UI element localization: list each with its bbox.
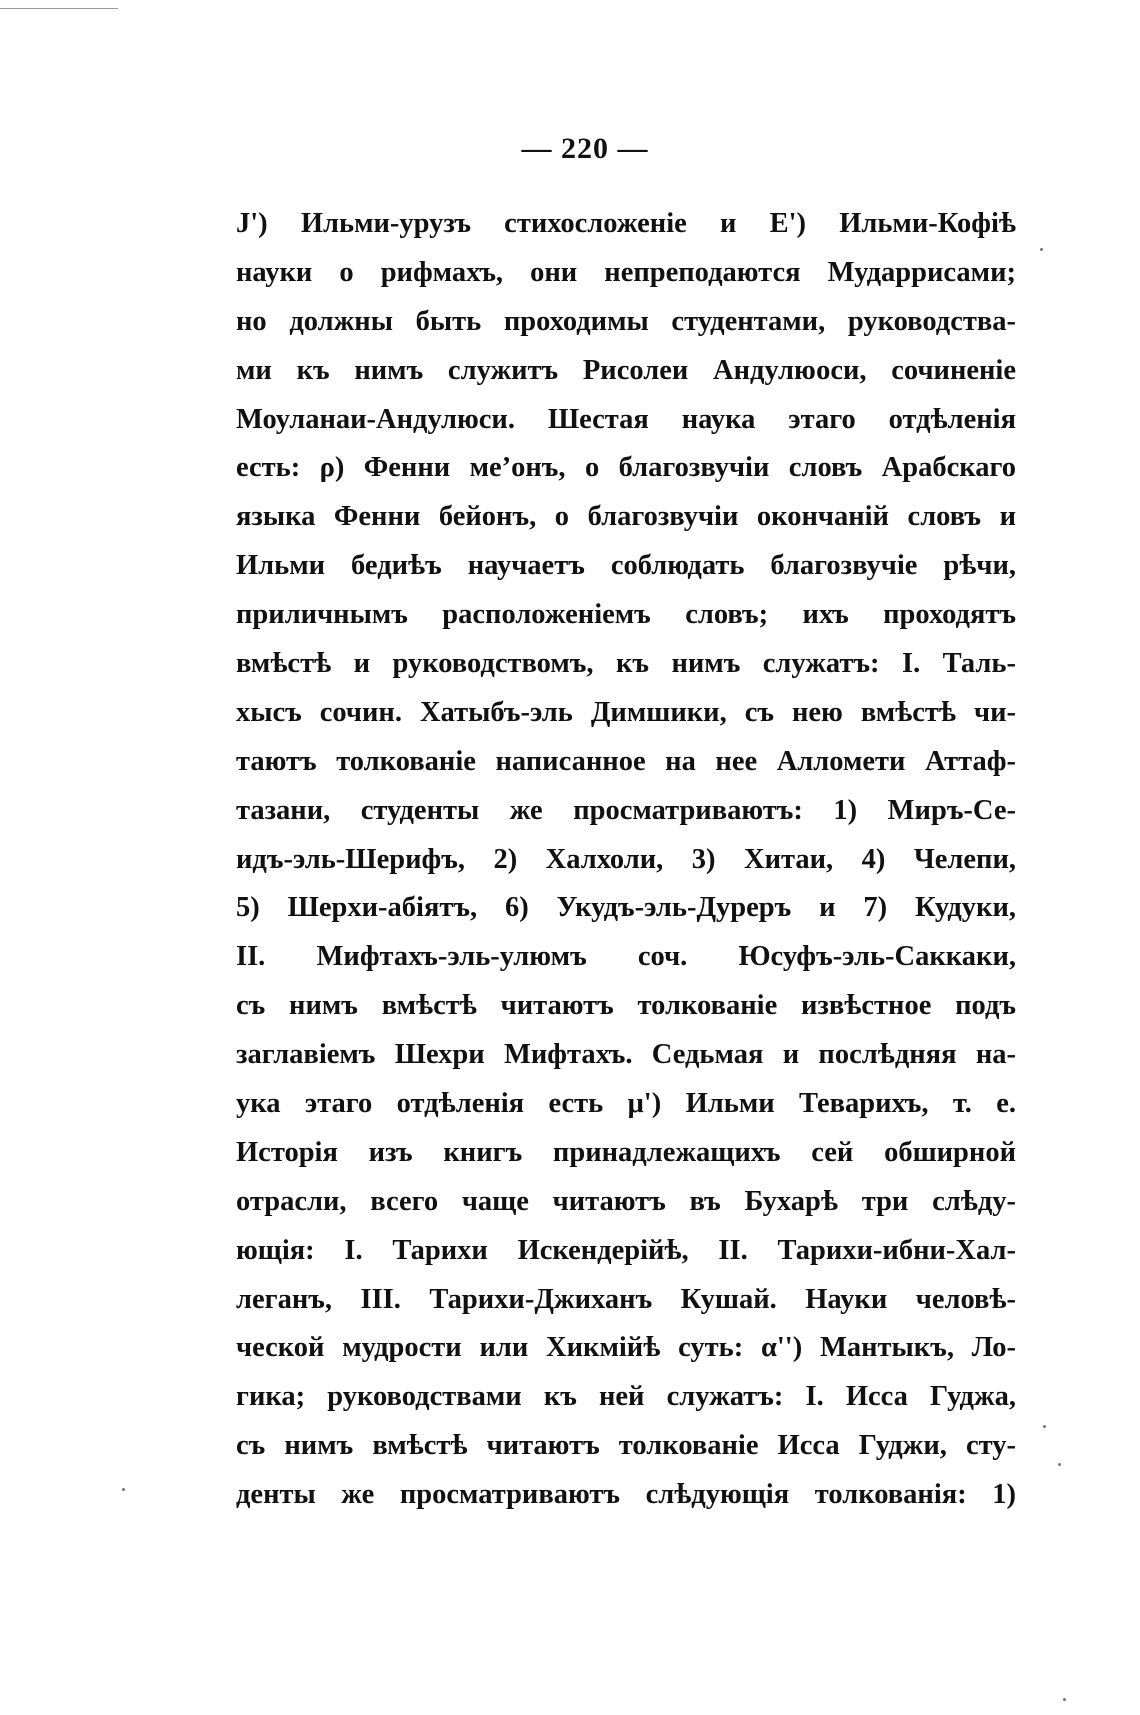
text-line: J') Ильми-урузъ стихосложеніе и Е') Ильми-Кофiѣ xyxy=(236,208,1016,239)
text-line: тазани, студенты же просматриваютъ: 1) Миръ-Се- xyxy=(236,794,1016,826)
text-line: съ нимъ вмѣстѣ читаютъ толкованіе извѣстное подъ xyxy=(236,990,1016,1022)
text-line: но должны быть проходимы студентами, руководства- xyxy=(236,305,1016,337)
text-line: отрасли, всего чаще читаютъ въ Бухарѣ три слѣду- xyxy=(236,1185,1016,1217)
text-line: ми къ нимъ служитъ Рисолеи Андулюоси, сочиненіе xyxy=(236,354,1016,386)
paper-speck xyxy=(122,1488,125,1491)
text-line: хысъ сочин. Хатыбъ-эль Димшики, съ нею вмѣстѣ чи- xyxy=(236,696,1016,728)
paper-speck xyxy=(1063,1698,1066,1701)
text-line: денты же просматриваютъ слѣдующія толкованія: 1) xyxy=(236,1479,1016,1511)
text-line: Ильми бедиѣъ научаетъ соблюдать благозвучіе рѣчи, xyxy=(236,550,1016,582)
text-line: ука этаго отдѣленія есть μ') Ильми Теварихъ, т. е. xyxy=(236,1088,1016,1120)
paper-speck xyxy=(1058,1463,1061,1466)
text-line: гика; руководствами къ ней служатъ: I. Исса Гуджа, xyxy=(236,1381,1016,1413)
text-line: приличнымъ расположеніемъ словъ; ихъ проходятъ xyxy=(236,599,1016,631)
page-number: — 220 — xyxy=(521,132,649,165)
text-line: 5) Шерхи-абіятъ, 6) Укудъ-эль-Дуреръ и 7) Кудуки, xyxy=(236,892,1016,924)
text-line: вмѣстѣ и руководствомъ, къ нимъ служатъ: I. Таль- xyxy=(236,648,1016,680)
text-line: ческой мудрости или Хикмійѣ суть: α'') Мантыкъ, Ло- xyxy=(236,1332,1016,1364)
text-line: Моуланаи-Андулюси. Шестая наука этаго отдѣленія xyxy=(236,403,1016,435)
paper-speck xyxy=(1040,248,1043,251)
text-line: языка Фенни бейонъ, о благозвучіи окончаній словъ и xyxy=(236,501,1016,533)
text-line: таютъ толкованіе написанное на нее Алломети Аттаф- xyxy=(236,745,1016,777)
body-text xyxy=(236,200,1016,1520)
text-line: науки о рифмахъ, они непреподаются Мударрисами; xyxy=(236,256,1016,288)
text-line: Исторія изъ книгъ принадлежащихъ сей обширной xyxy=(236,1136,1016,1168)
text-line: леганъ, III. Тарихи-Джиханъ Кушай. Науки человѣ- xyxy=(236,1283,1016,1315)
corner-rule xyxy=(0,8,118,9)
text-line: заглавіемъ Шехри Мифтахъ. Седьмая и послѣдняя на- xyxy=(236,1039,1016,1071)
text-line: ющія: I. Тарихи Искендерійѣ, II. Тарихи-ибни-Хал- xyxy=(236,1234,1016,1266)
text-line: есть: ρ) Фенни меʼонъ, о благозвучіи словъ Арабскаго xyxy=(236,452,1016,484)
paper-speck xyxy=(1043,1425,1046,1428)
text-line: II. Мифтахъ-эль-улюмъ соч. Юсуфъ-эль-Саккаки, xyxy=(236,941,1016,973)
text-line: идъ-эль-Шерифъ, 2) Халхоли, 3) Хитаи, 4) Челепи, xyxy=(236,843,1016,875)
text-line: съ нимъ вмѣстѣ читаютъ толкованіе Исса Гуджи, сту- xyxy=(236,1430,1016,1462)
